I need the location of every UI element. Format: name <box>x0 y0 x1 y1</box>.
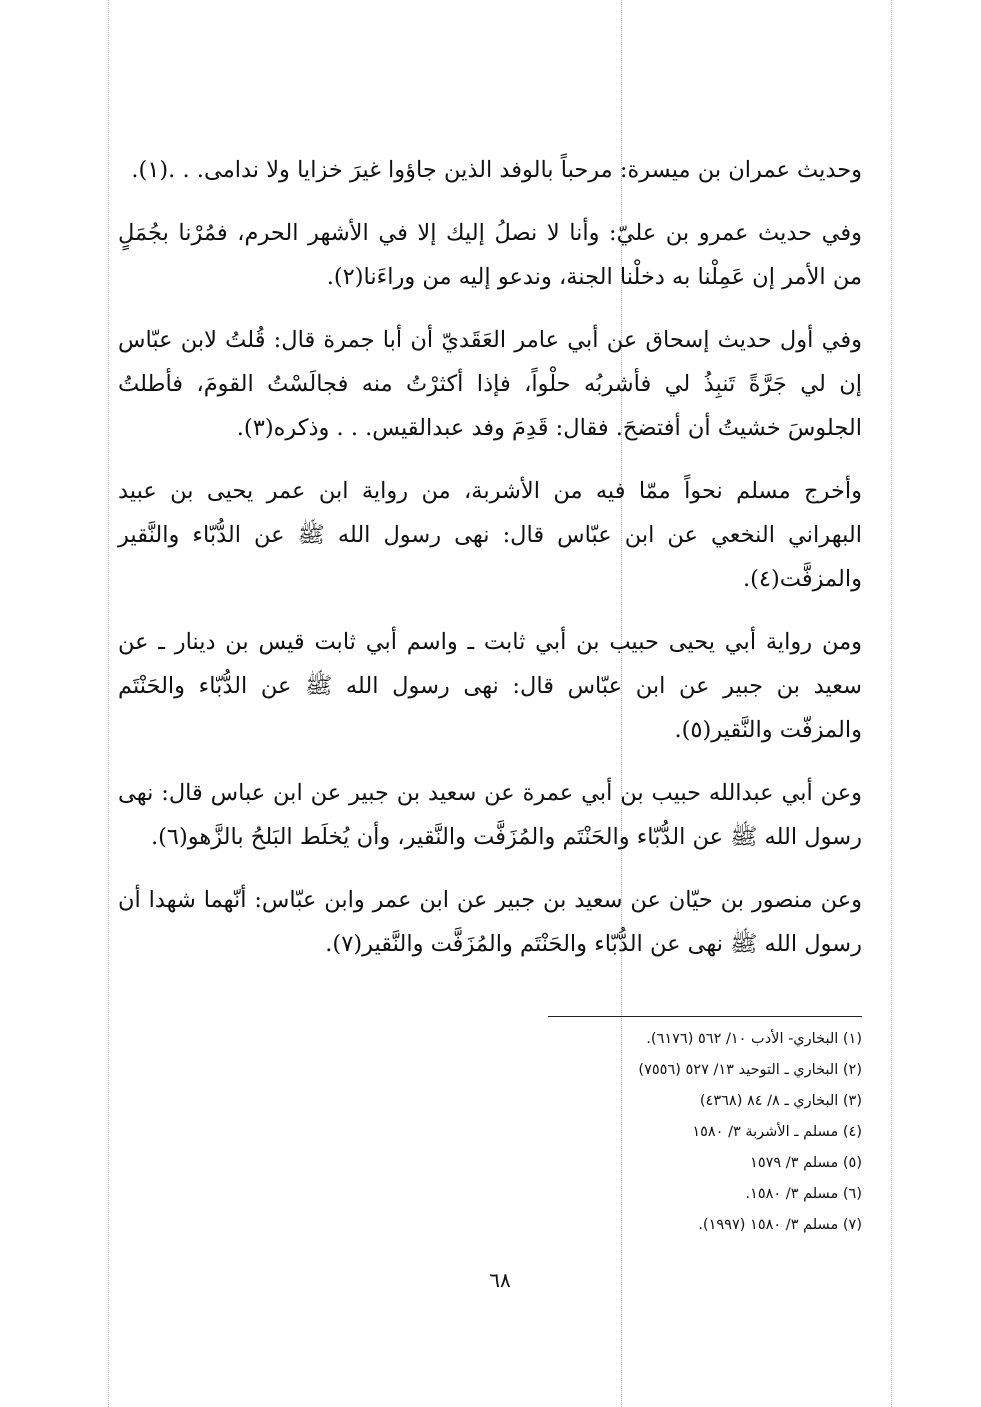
footnote-1: (١) البخاري- الأدب ١٠/ ٥٦٢ (٦١٧٦). <box>646 1031 862 1047</box>
paragraph-1: وحديث عمران بن ميسرة: مرحباً بالوفد الذين جاؤوا غيرَ خزايا ولا ندامى. . .(١). <box>131 157 862 183</box>
footnote-6: (٦) مسلم ٣/ ١٥٨٠. <box>745 1186 862 1202</box>
footnotes <box>548 1024 862 1241</box>
margin-guide-right <box>891 0 892 1407</box>
paragraph-7: وعن منصور بن حيّان عن سعيد بن جبير عن ابن عمر وابن عبّاس: أنّهما شهدا أن رسول الله ﷺ نهى عن الدُّبّاء والحَنْتَم والمُزَفَّت والنَّقير(٧). <box>118 887 862 957</box>
main-text <box>118 148 862 985</box>
footnote-5: (٥) مسلم ٣/ ١٥٧٩ <box>750 1155 862 1171</box>
margin-guide-left <box>108 0 109 1407</box>
footnote-4: (٤) مسلم ـ الأشربة ٣/ ١٥٨٠ <box>692 1124 862 1140</box>
paragraph-3: وفي أول حديث إسحاق عن أبي عامر العَقَديّ أن أبا جمرة قال: قُلتُ لابن عبّاس إن لي جَرَّةً تَنبِذُ لي فأشربُه حلْواً، فإذا أكثرْتُ منه فجالَسْتُ القومَ، فأطلتُ الجلوسَ خشيتُ أن أفتضحَ. فقال: قَدِمَ وفد عبدالقيس. . . وذكره(٣). <box>118 327 862 441</box>
paragraph-4: وأخرج مسلم نحواً ممّا فيه من الأشربة، من رواية ابن عمر يحيى بن عبيد البهراني النخعي عن ابن عبّاس قال: نهى رسول الله ﷺ عن الدُّبّاء والنَّقير والمزفَّت(٤). <box>118 478 862 592</box>
footnote-7: (٧) مسلم ٣/ ١٥٨٠ (١٩٩٧). <box>698 1217 862 1233</box>
footnote-separator <box>548 1016 862 1017</box>
footnote-3: (٣) البخاري ـ ٨/ ٨٤ (٤٣٦٨) <box>699 1093 862 1109</box>
paragraph-5: ومن رواية أبي يحيى حبيب بن أبي ثابت ـ واسم أبي ثابت قيس بن دينار ـ عن سعيد بن جبير عن ابن عبّاس قال: نهى رسول الله ﷺ عن الدُّبّاء والحَنْتَم والمزفّت والنَّقير(٥). <box>118 629 862 743</box>
footnote-2: (٢) البخاري ـ التوحيد ١٣/ ٥٢٧ (٧٥٥٦) <box>638 1062 862 1078</box>
page-number: ٦٨ <box>489 1268 511 1292</box>
paragraph-6: وعن أبي عبدالله حبيب بن أبي عمرة عن سعيد بن جبير عن ابن عباس قال: نهى رسول الله ﷺ عن الدُّبّاء والحَنْتَم والمُزَفَّت والنَّقير، وأن يُخلَط البَلحُ بالزَّهو(٦). <box>118 780 862 850</box>
paragraph-2: وفي حديث عمرو بن عليّ: وأنا لا نصلُ إليك إلا في الأشهر الحرم، فمُرْنا بجُمَلٍ من الأمر إن عَمِلْنا به دخلْنا الجنة، وندعو إليه من وراءَنا(٢). <box>118 220 862 290</box>
